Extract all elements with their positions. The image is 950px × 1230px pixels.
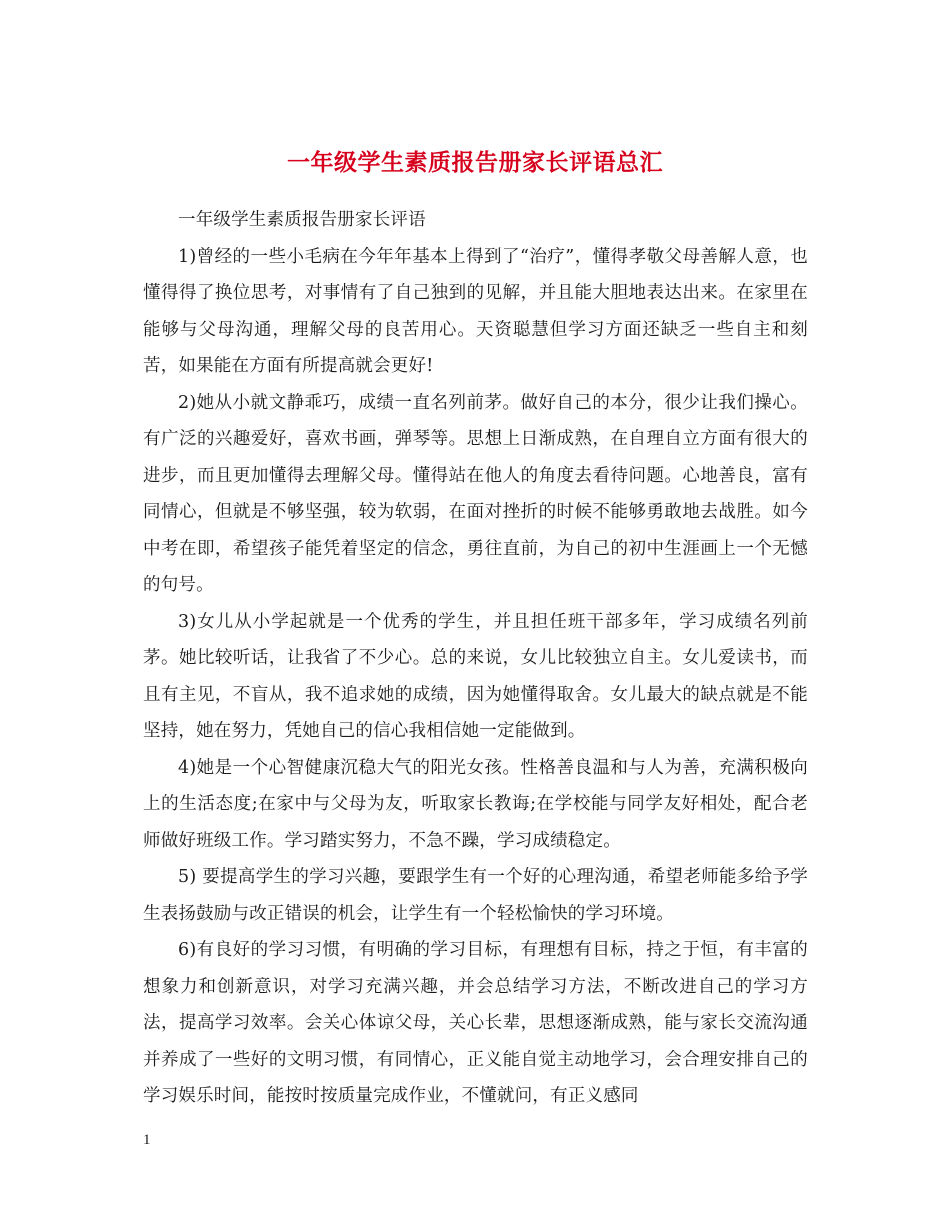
comment-paragraph-6: 6)有良好的学习习惯，有明确的学习目标，有理想有目标，持之于恒，有丰富的想象力和创新意识，对学习充满兴趣，并会总结学习方法，不断改进自己的学习方法，提高学习效率。会关心体谅父母，关心长辈，思想逐渐成熟，能与家长交流沟通并养成了一些好的文明习惯，有同情心，正义能自觉主动地学习，会合理安排自己的学习娱乐时间，能按时按质量完成作业，不懂就问，有正义感同 xyxy=(143,940,808,1106)
page-number: 1 xyxy=(143,1132,151,1148)
document-title: 一年级学生素质报告册家长评语总汇 xyxy=(287,149,663,177)
comment-paragraph-2: 2)她从小就文静乖巧，成绩一直名列前茅。做好自己的本分，很少让我们操心。有广泛的兴趣爱好，喜欢书画，弹琴等。思想上日渐成熟，在自理自立方面有很大的进步，而且更加懂得去理解父母。懂得站在他人的角度去看待问题。心地善良，富有同情心，但就是不够坚强，较为软弱，在面对挫折的时候不能够勇敢地去战胜。如今中考在即，希望孩子能凭着坚定的信念，勇往直前，为自己的初中生涯画上一个无憾的句号。 xyxy=(143,392,808,595)
comment-paragraph-5: 5) 要提高学生的学习兴趣，要跟学生有一个好的心理沟通，希望老师能多给予学生表扬鼓励与改正错误的机会，让学生有一个轻松愉快的学习环境。 xyxy=(143,867,808,924)
subtitle-paragraph: 一年级学生素质报告册家长评语 xyxy=(178,210,426,230)
comment-paragraph-4: 4)她是一个心智健康沉稳大气的阳光女孩。性格善良温和与人为善，充满积极向上的生活态度;在家中与父母为友，听取家长教诲;在学校能与同学友好相处，配合老师做好班级工作。学习踏实努力，不急不躁，学习成绩稳定。 xyxy=(143,757,808,851)
comment-paragraph-3: 3)女儿从小学起就是一个优秀的学生，并且担任班干部多年，学习成绩名列前茅。她比较听话，让我省了不少心。总的来说，女儿比较独立自主。女儿爱读书，而且有主见，不盲从，我不追求她的成绩，因为她懂得取舍。女儿最大的缺点就是不能坚持，她在努力，凭她自己的信心我相信她一定能做到。 xyxy=(143,611,808,741)
document-body xyxy=(143,202,808,1115)
comment-paragraph-1: 1)曾经的一些小毛病在今年年基本上得到了“治疗”，懂得孝敬父母善解人意，也懂得得了换位思考，对事情有了自己独到的见解，并且能大胆地表达出来。在家里在能够与父母沟通，理解父母的良苦用心。天资聪慧但学习方面还缺乏一些自主和刻苦，如果能在方面有所提高就会更好! xyxy=(143,246,808,376)
